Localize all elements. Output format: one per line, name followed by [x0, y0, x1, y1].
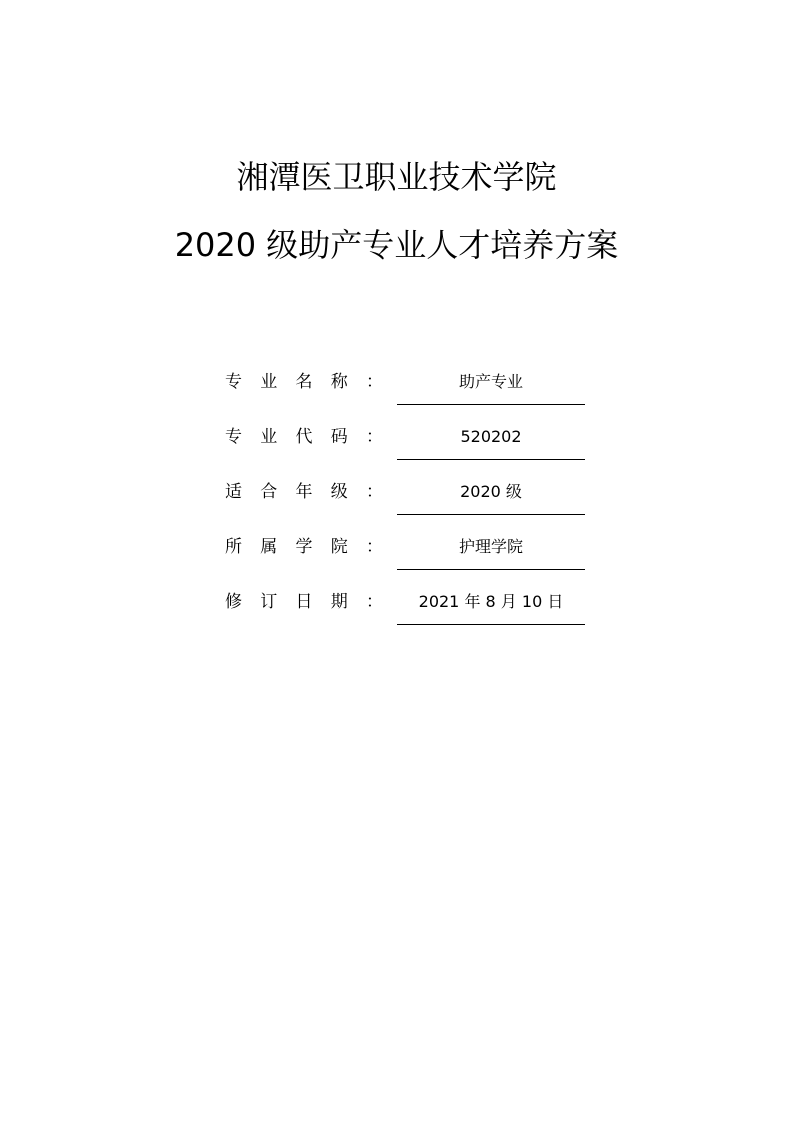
info-value: 520202: [460, 427, 522, 446]
label-char: 称: [330, 372, 348, 392]
label-colon: ：: [366, 427, 383, 447]
underline: [397, 569, 585, 570]
label-char: 院: [330, 537, 348, 557]
label-char: 订: [260, 592, 278, 612]
info-value: 2021 年 8 月 10 日: [418, 592, 564, 611]
underline: [397, 624, 585, 625]
label-char: 代: [295, 427, 313, 447]
label-char: 期: [330, 592, 348, 612]
info-label: [225, 422, 383, 452]
underline: [397, 459, 585, 460]
label-char: 码: [330, 427, 348, 447]
info-row-revision-date: [225, 587, 585, 627]
label-char: 所: [225, 537, 242, 557]
label-char: 合: [260, 482, 278, 502]
label-colon: ：: [366, 482, 383, 502]
info-row-college: [225, 532, 585, 572]
info-label: [225, 367, 383, 397]
info-row-major-code: [225, 422, 585, 462]
label-char: 适: [225, 482, 242, 502]
label-colon: ：: [366, 592, 383, 612]
label-char: 级: [330, 482, 348, 502]
info-label: [225, 587, 383, 617]
info-row-grade: [225, 477, 585, 517]
label-char: 名: [295, 372, 313, 392]
label-char: 业: [260, 427, 278, 447]
label-char: 专: [225, 372, 242, 392]
info-label: [225, 532, 383, 562]
info-value: 2020 级: [460, 482, 522, 501]
document-subtitle: 2020 级助产专业人才培养方案: [174, 226, 619, 264]
label-colon: ：: [366, 537, 383, 557]
label-char: 业: [260, 372, 278, 392]
label-char: 专: [225, 427, 242, 447]
label-char: 学: [295, 537, 313, 557]
underline: [397, 514, 585, 515]
underline: [397, 404, 585, 405]
info-row-major-name: [225, 367, 585, 407]
label-char: 日: [295, 592, 313, 612]
label-char: 修: [225, 592, 242, 612]
label-char: 属: [260, 537, 278, 557]
info-value: 护理学院: [458, 537, 523, 556]
label-char: 年: [295, 482, 313, 502]
info-label: [225, 477, 383, 507]
info-value: 助产专业: [458, 372, 523, 391]
label-colon: ：: [366, 372, 383, 392]
document-title: 湘潭医卫职业技术学院: [236, 158, 557, 196]
